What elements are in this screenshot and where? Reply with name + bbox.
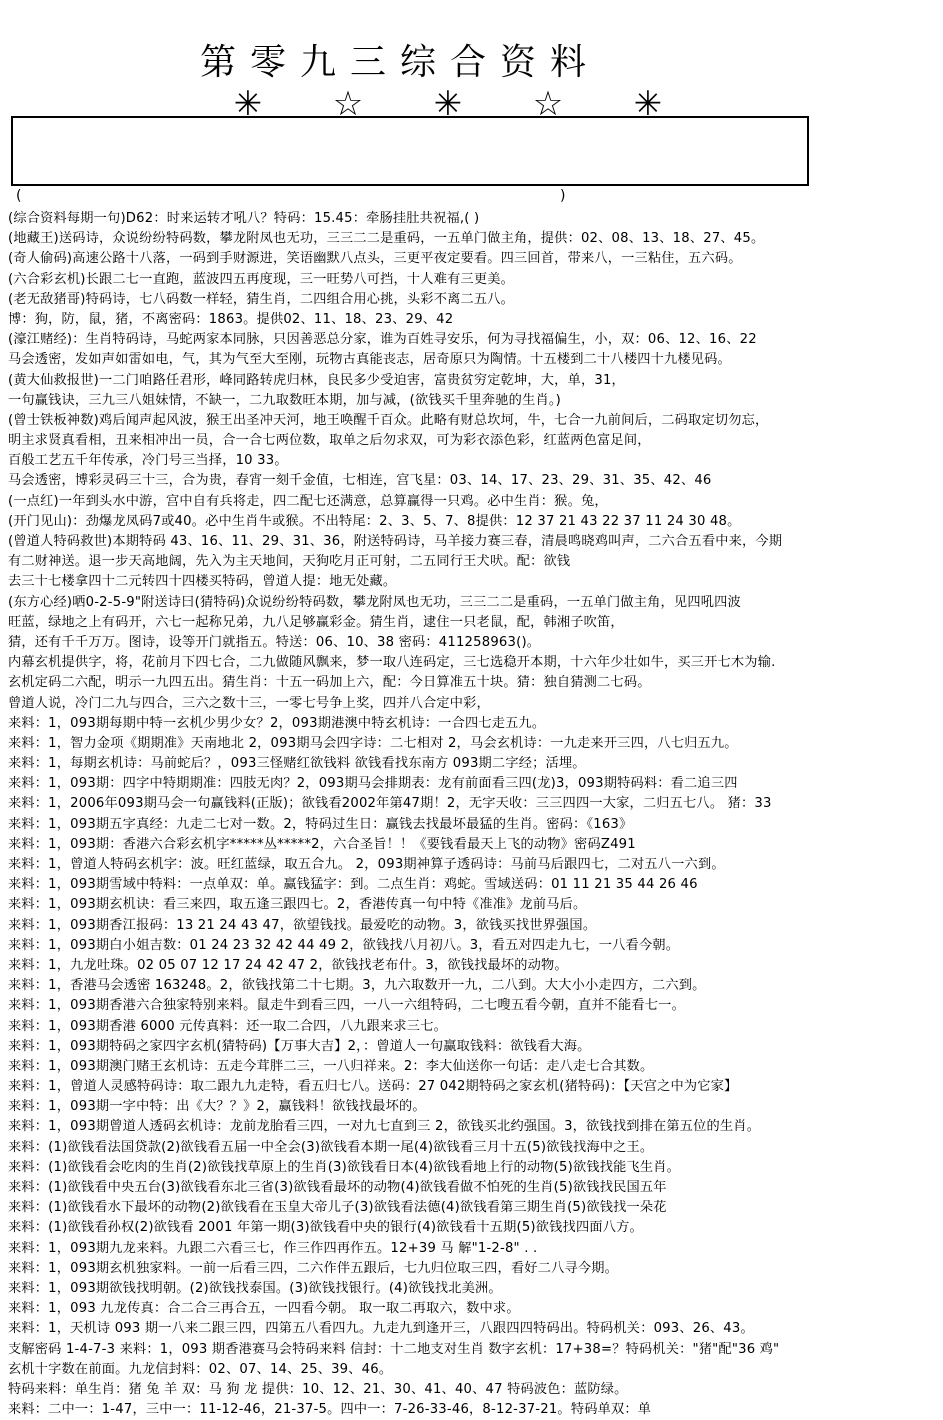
text-line: (开门见山)：劲爆龙凤码7或40。必中生肖牛或猴。不出特尾：2、3、5、7、8提供：12 37 21 43 22 37 11 24 30 48。 xyxy=(8,513,741,529)
text-line: 马会透密，博彩灵码三十三，合为贵，春宵一刻千金值，七相连，宫飞星：03、14、17、23、29、31、35、42、46 xyxy=(8,473,712,489)
text-line: 来料：1，2006年093期马会一句赢钱料(正版)；欲钱看2002年第47期！2，无字天收：三三四四一大家，二归五七八。 猪：33 xyxy=(8,796,772,812)
text-line: 来料：1，093期香港六合独家特别来料。鼠走牛到看三四，一八一六组特码，二七嗖五看今朝，直并不能看七一。 xyxy=(8,998,685,1014)
text-line: 有二财神送。退一步天高地阔，先入为主天地间，天狗吃月正可射，二五同行王犬吠。配：欲钱 xyxy=(8,554,571,570)
asterisk-icon: ✳ xyxy=(433,84,463,124)
text-line: 来料：1，093期玄机诀：看三来四，取五逢三跟四七。2，香港传真一句中特《准准》龙前马后。 xyxy=(8,897,587,913)
asterisk-icon: ✳ xyxy=(633,84,663,124)
text-line: 来料：1，093期欲钱找明朝。(2)欲钱找泰国。(3)欲钱找银行。(4)欲钱找北美洲。 xyxy=(8,1280,502,1296)
text-line: 来料：1，093期：香港六合彩玄机字*****丛*****2，六合圣旨！！《要钱看最天上飞的动物》密码Z491 xyxy=(8,836,636,852)
text-line: (综合资料每期一句)D62：时来运转才吼八？特码：15.45：牵肠挂肚共祝福,( ) xyxy=(8,211,480,226)
text-line: 来料：1，曾道人特码玄机字：波。旺红蓝绿，取五合九。 2，093期神算子透码诗：马前马后跟四七，二对五八一六到。 xyxy=(8,857,725,872)
text-line: 来料：1，香港马会透密 163248。2，欲钱找第二十七期。3，九六取数开一九，二八到。大大小小走四方，二六到。 xyxy=(8,978,706,994)
text-line: 内幕玄机提供字，将，花前月下四七合，二九做随风飘来，梦一取八连码定，三七选稳开本期，十六年少壮如牛，买三开七木为输. xyxy=(8,655,776,671)
text-line: 来料：1，曾道人灵感特码诗：取二跟九九走特，看五归七八。送码：27 042期特码之家玄机(猪特码)：【天宫之中为它家】 xyxy=(8,1079,738,1095)
text-line: (东方心经)哂0-2-5-9"附送诗曰(猜特码)众说纷纷特码数，攀龙附凤也无功，三三二二是重码，一五单门做主角，见四吼四波 xyxy=(8,594,741,610)
text-line: 来料：(1)欲钱看中央五台(3)欲钱看东北三省(3)欲钱看最坏的动物(4)欲钱看做不怕死的生肖(5)欲钱找民国五年 xyxy=(8,1180,667,1195)
asterisk-icon: ✳ xyxy=(233,84,263,124)
text-line: 明主求贤真看相，丑来相冲出一员，合一合七两位数，取单之后勿求双，可为彩衣添色彩，红蓝两色富足间， xyxy=(8,433,651,449)
text-line: 马会透密，发如声如雷如电，气，其为气至大至刚，玩物古真能丧志，居奇原只为陶情。十五楼到二十八楼四十九楼见码。 xyxy=(8,352,731,368)
text-line: 猜，还有千千万万。图诗，设等开门就指五。特送：06、10、38 密码：411258963()。 xyxy=(8,634,541,650)
text-line: 来料：(1)欲钱看孙权(2)欲钱看 2001 年第一期(3)欲钱看中央的银行(4)欲钱看十五期(5)欲钱找四面八方。 xyxy=(8,1220,643,1236)
text-line: 曾道人说，冷门二九与四合，三六之数十三，一零七号争上奖，四并八合定中彩， xyxy=(8,695,490,711)
text-line: 来料：1，093期九龙来料。九跟二六看三七，作三作四再作五。12+39 马 解"1-2-8" . . xyxy=(8,1240,538,1256)
text-line: 来料：二中一：1-47，三中一：11-12-46，21-37-5。四中一：7-26-33-46，8-12-37-21。特码单双：单 xyxy=(8,1402,652,1418)
text-line: 来料：1，093 九龙传真：合二合三再合五，一四看今朝。 取一取二再取六，数中求。 xyxy=(8,1301,520,1317)
text-line: (奇人偷码)高速公路十八落，一码到手财源进，笑语幽默八点头，三更平夜定要看。四三回首，带来八，一三粘住，五六码。 xyxy=(8,251,742,267)
text-line: 一句赢钱诀，三九三八姐妹情，不缺一，二九取数旺本期，加与减，(欲钱买千里奔驰的生肖。) xyxy=(8,392,561,408)
text-line: 来料：(1)欲钱看法国贷款(2)欲钱看五届一中全会(3)欲钱看本期一尾(4)欲钱看三月十五(5)欲钱找海中之王。 xyxy=(8,1139,654,1155)
text-line: 来料：1，093期澳门赌王玄机诗：五走今茸胖二三，一八归祥来。2：李大仙送你一句话：走八走七合其数。 xyxy=(8,1058,654,1074)
empty-banner-box xyxy=(11,116,809,186)
text-line: 来料：1，093期雪域中特料：一点单双：单。赢钱猛字：到。二点生肖：鸡蛇。雪域送码：01 11 21 35 44 26 46 xyxy=(8,877,698,893)
text-line: 来料：1，智力金项《期期准》天南地北 2，093期马会四字诗：二七相对 2，马会玄机诗：一九走来开三四，八七归五九。 xyxy=(8,735,738,751)
text-line: 来料：1，093期每期中特一玄机少男少女？2，093期港澳中特玄机诗：一合四七走五九。 xyxy=(8,715,546,731)
text-line: 支解密码 1-4-7-3 来料：1，093 期香港赛马会特码来料 信封：十二地支对生肖 数字玄机：17+38=？特码机关："猪"配"36 鸡" xyxy=(8,1341,780,1357)
text-line: (黄大仙救报世)一二门咱路任君形，峰同路转虎归林，良民多少受迫害，富贵贫穷定乾坤，大，单，31， xyxy=(8,372,625,388)
open-paren: ( xyxy=(16,188,22,204)
text-line: 来料：1，天机诗 093 期一八来二跟三四，四第五八看四九。九走九到逢开三，八跟四四特码出。特码机关：093、26、43。 xyxy=(8,1321,754,1337)
text-line: 来料：(1)欲钱看水下最坏的动物(2)欲钱看在玉皇大帝儿子(3)欲钱看法德(4)欲钱看第三期生肖(5)欲钱找一朵花 xyxy=(8,1200,667,1216)
text-line: 来料：1，093期香江报码：13 21 24 43 47，欲望钱找。最爱吃的动物。3，欲钱买找世界强国。 xyxy=(8,917,597,933)
text-line: (六合彩玄机)长跟二七一直跑，蓝波四五再度现，三一旺势八可挡，十人难有三更美。 xyxy=(8,271,515,287)
text-line: 来料：1，九龙吐珠。02 05 07 12 17 24 42 47 2，欲钱找老布什。3，欲钱找最坏的动物。 xyxy=(8,957,568,973)
text-line: 百般工艺五千年传承，冷门号三当择，10 33。 xyxy=(8,453,288,469)
text-line: 来料：1，093期玄机独家料。一前一后看三四，二六作伴五跟后，七九归位取三四，看好二八寻今期。 xyxy=(8,1260,619,1276)
text-line: 去三十七楼拿四十二元转四十四楼买特码，曾道人提：地无处藏。 xyxy=(8,574,397,590)
text-line: (老无敌猪哥)特码诗，七八码数一样轻，猜生肖，二四组合用心挑，头彩不离二五八。 xyxy=(8,291,515,307)
text-line: 旺蓝，绿地之上有码开，六七一起称兄弟，九八足够赢彩金。猜生肖，逮住一只老鼠，配，韩湘子吹笛， xyxy=(8,614,624,630)
text-line: (一点红)一年到头水中游，宫中自有兵将走，四二配七还满意，总算赢得一只鸡。必中生肖：猴。兔， xyxy=(8,493,608,509)
text-line: 特码来料：单生肖：猪 兔 羊 双：马 狗 龙 提供：10、12、21、30、41、40、47 特码波色：蓝防绿。 xyxy=(8,1381,628,1397)
text-line: 来料：1，每期玄机诗：马前蛇后？，093三怪赌红欲钱料 欲钱看找东南方 093期二字经；活埋。 xyxy=(8,756,586,772)
text-line: 来料：1，093期香港 6000 元传真料：还一取二合四，八九跟来求三七。 xyxy=(8,1018,447,1034)
star-icon: ☆ xyxy=(532,84,564,124)
close-paren: ) xyxy=(560,188,566,204)
text-line: 来料：1，093期：四字中特期期准：四肢无肉？2，093期马会排期表：龙有前面看三四(龙)3，093期特码料：看二追三四 xyxy=(8,776,738,792)
star-icon: ☆ xyxy=(332,84,364,124)
text-line: 来料：(1)欲钱看会吃肉的生肖(2)欲钱找草原上的生肖(3)欲钱看日本(4)欲钱看地上行的动物(5)欲钱找能飞生肖。 xyxy=(8,1159,681,1175)
text-line: 来料：1，093期白小姐吉数：01 24 23 32 42 44 49 2，欲钱找八月初八。3，看五对四走九七，一八看今朝。 xyxy=(8,937,680,953)
text-line: 博：狗，防，鼠，猪，不离密码：1863。提供02、11、18、23、29、42 xyxy=(8,311,454,327)
text-line: 来料：1，093期曾道人透码玄机诗：龙前龙胎看三四，一对九七直到三 2，欲钱买北约强国。3，欲钱找到排在第五位的生肖。 xyxy=(8,1119,761,1135)
text-line: 来料：1，093期五字真经：九走二七对一数。2，特码过生日：赢钱去找最坏最猛的生肖。密码：《163》 xyxy=(8,816,633,832)
text-line: (地藏王)送码诗，众说纷纷特码数，攀龙附凤也无功，三三二二是重码，一五单门做主角，提供：02、08、13、18、27、45。 xyxy=(8,231,765,247)
text-line: 玄机定码二六配，明示一九四五出。猜生肖：十五一码加上六，配：今日算准五十块。猜：独自猜测二七码。 xyxy=(8,675,651,691)
text-line: (曾道人特码救世)本期特码 43、16、11、29、31、36，附送特码诗，马羊接力赛三春，清晨鸣晓鸡叫声，二六合五看中来，今期 xyxy=(8,534,783,549)
text-line: (曾士铁板神数)鸡后闻声起风波，猴王出圣冲天河，地王唤醒千百众。此略有财总坎坷，牛，七合一九前间后，二码取定切勿忘， xyxy=(8,412,769,428)
text-line: 来料：1，093期特码之家四字玄机(猜特码)【万事大吉】2，：曾道人一句赢取钱料：欲钱看大海。 xyxy=(8,1038,591,1054)
content-lines xyxy=(8,209,928,1420)
text-line: (濠江赌经)：生肖特码诗，马蛇两家本同脉，只因善恶总分家，谁为百姓寻安乐，何为寻找福偏生，小，双：06、12、16、22 xyxy=(8,332,757,348)
text-line: 来料：1，093期一字中特：出《大？？》2，赢钱料！欲钱找最坏的。 xyxy=(8,1099,426,1115)
page-title: 第零九三综合资料 xyxy=(199,42,600,83)
text-line: 玄机十字数在前面。九龙信封料：02、07、14、25、39、46。 xyxy=(8,1361,393,1377)
